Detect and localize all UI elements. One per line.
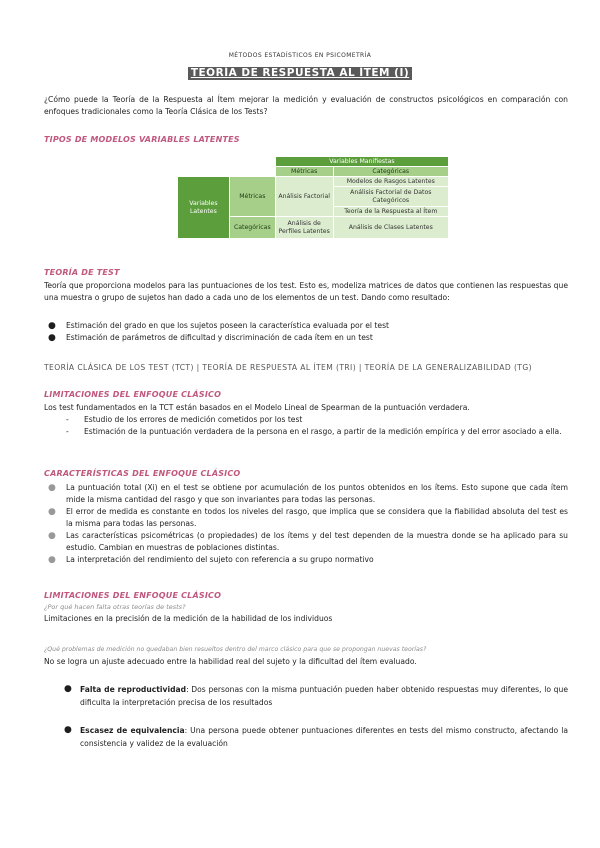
limitations-heading-2: LIMITACIONES DEL ENFOQUE CLÁSICO <box>44 591 222 600</box>
limitation-points-1 <box>44 683 568 709</box>
list-item: - Estudio de los errores de medición cometidos por los test <box>66 415 303 424</box>
limitation-points-2 <box>44 724 568 750</box>
limitations-items-1 <box>44 414 568 438</box>
cell-latent-classes: Análisis de Clases Latentes <box>333 217 448 239</box>
limitations-text-1: Los test fundamentados en la TCT están basados en el Modelo Lineal de Spearman de la puntuación verdadera. <box>44 403 470 412</box>
latent-label: Variables Latentes <box>178 177 230 239</box>
cell-categorical-factor: Análisis Factorial de Datos Categóricos <box>333 187 448 207</box>
test-theory-heading: TEORÍA DE TEST <box>44 268 120 277</box>
intro-question: ¿Cómo puede la Teoría de la Respuesta al Ítem mejorar la medición y evaluación de constructos psicológicos en comparación con enfoques tradicionales como la Teoría Clásica de los Tests? <box>44 95 568 116</box>
subject-header: MÉTODOS ESTADÍSTICOS EN PSICOMETRÍA <box>228 52 372 59</box>
theories-line: TEORÍA CLÁSICA DE LOS TEST (TCT) | TEORÍA DE RESPUESTA AL ÍTEM (TRI) | TEORÍA DE LA GENERALIZABILIDAD (TG) <box>44 363 532 372</box>
cell-factor-analysis: Análisis Factorial <box>275 177 333 217</box>
question-2: ¿Qué problemas de medición no quedaban bien resueltos dentro del marco clásico para que se propongan nuevas teorías? <box>44 646 427 653</box>
row-metric: Métricas <box>229 177 275 217</box>
page-title: TEORÍA DE RESPUESTA AL ÍTEM (I) <box>188 67 412 80</box>
characteristics-heading: CARACTERÍSTICAS DEL ENFOQUE CLÁSICO <box>44 469 241 478</box>
row-categorical: Categóricas <box>229 217 275 239</box>
list-item: ● Escasez de equivalencia: Una persona puede obtener puntuaciones diferentes en tests del mismo constructo, afectando la consistencia y validez de la evaluación <box>64 725 568 748</box>
models-heading: TIPOS DE MODELOS VARIABLES LATENTES <box>44 135 240 144</box>
cell-irt: Teoría de la Respuesta al Ítem <box>333 207 448 217</box>
point-term: Falta de reproductividad <box>80 685 187 694</box>
test-theory-text: Teoría que proporciona modelos para las puntuaciones de los test. Esto es, modeliza matrices de datos que contienen las respuestas que una muestra o grupo de sujetos han dado a cada uno de los elementos de un test. Dando como resultado: <box>44 281 568 302</box>
list-item: ● Estimación del grado en que los sujetos poseen la característica evaluada por el test <box>48 321 390 331</box>
list-item: ● El error de medida es constante en todos los niveles del rasgo, que implica que se considera que la fiabilidad absoluta del test es la misma para todas las personas. <box>48 507 568 528</box>
col-categorical: Categóricas <box>333 167 448 177</box>
title-wrap <box>0 61 600 80</box>
list-item: - Estimación de la puntuación verdadera de la persona en el rasgo, a partir de la medición empírica y del error asociado a ella. <box>66 427 562 436</box>
manifest-header: Variables Manifiestas <box>275 157 448 167</box>
point-term: Escasez de equivalencia <box>80 726 185 735</box>
list-item: ● Las características psicométricas (o propiedades) de los ítems y del test dependen de la muestra donde se ha aplicado para su estudio. Cambian en muestras de poblaciones distintas. <box>48 531 568 552</box>
list-item: ● La interpretación del rendimiento del sujeto con referencia a su grupo normativo <box>48 555 374 565</box>
models-table <box>177 156 449 239</box>
characteristics-items <box>44 482 568 566</box>
col-metric: Métricas <box>275 167 333 177</box>
limitations-heading-1: LIMITACIONES DEL ENFOQUE CLÁSICO <box>44 390 222 399</box>
question-1: ¿Por qué hacen falta otras teorías de tests? <box>44 603 186 611</box>
cell-latent-profiles: Análisis de Perfiles Latentes <box>275 217 333 239</box>
list-item: ● Falta de reproductividad: Dos personas con la misma puntuación pueden haber obtenido respuestas muy diferentes, lo que dificulta la interpretación precisa de los resultados <box>64 684 568 707</box>
cell-latent-traits: Modelos de Rasgos Latentes <box>333 177 448 187</box>
list-item: ● La puntuación total (Xi) en el test se obtiene por acumulación de los puntos obtenidos en los ítems. Esto supone que cada ítem mide la misma cantidad del rasgo y que son invariantes para todas las personas. <box>48 483 568 504</box>
answer-2: No se logra un ajuste adecuado entre la habilidad real del sujeto y la dificultad del ítem evaluado. <box>44 657 417 666</box>
answer-1: Limitaciones en la precisión de la medición de la habilidad de los individuos <box>44 614 333 623</box>
test-theory-bullets <box>44 320 568 344</box>
list-item: ● Estimación de parámetros de dificultad y discriminación de cada ítem en un test <box>48 333 373 343</box>
